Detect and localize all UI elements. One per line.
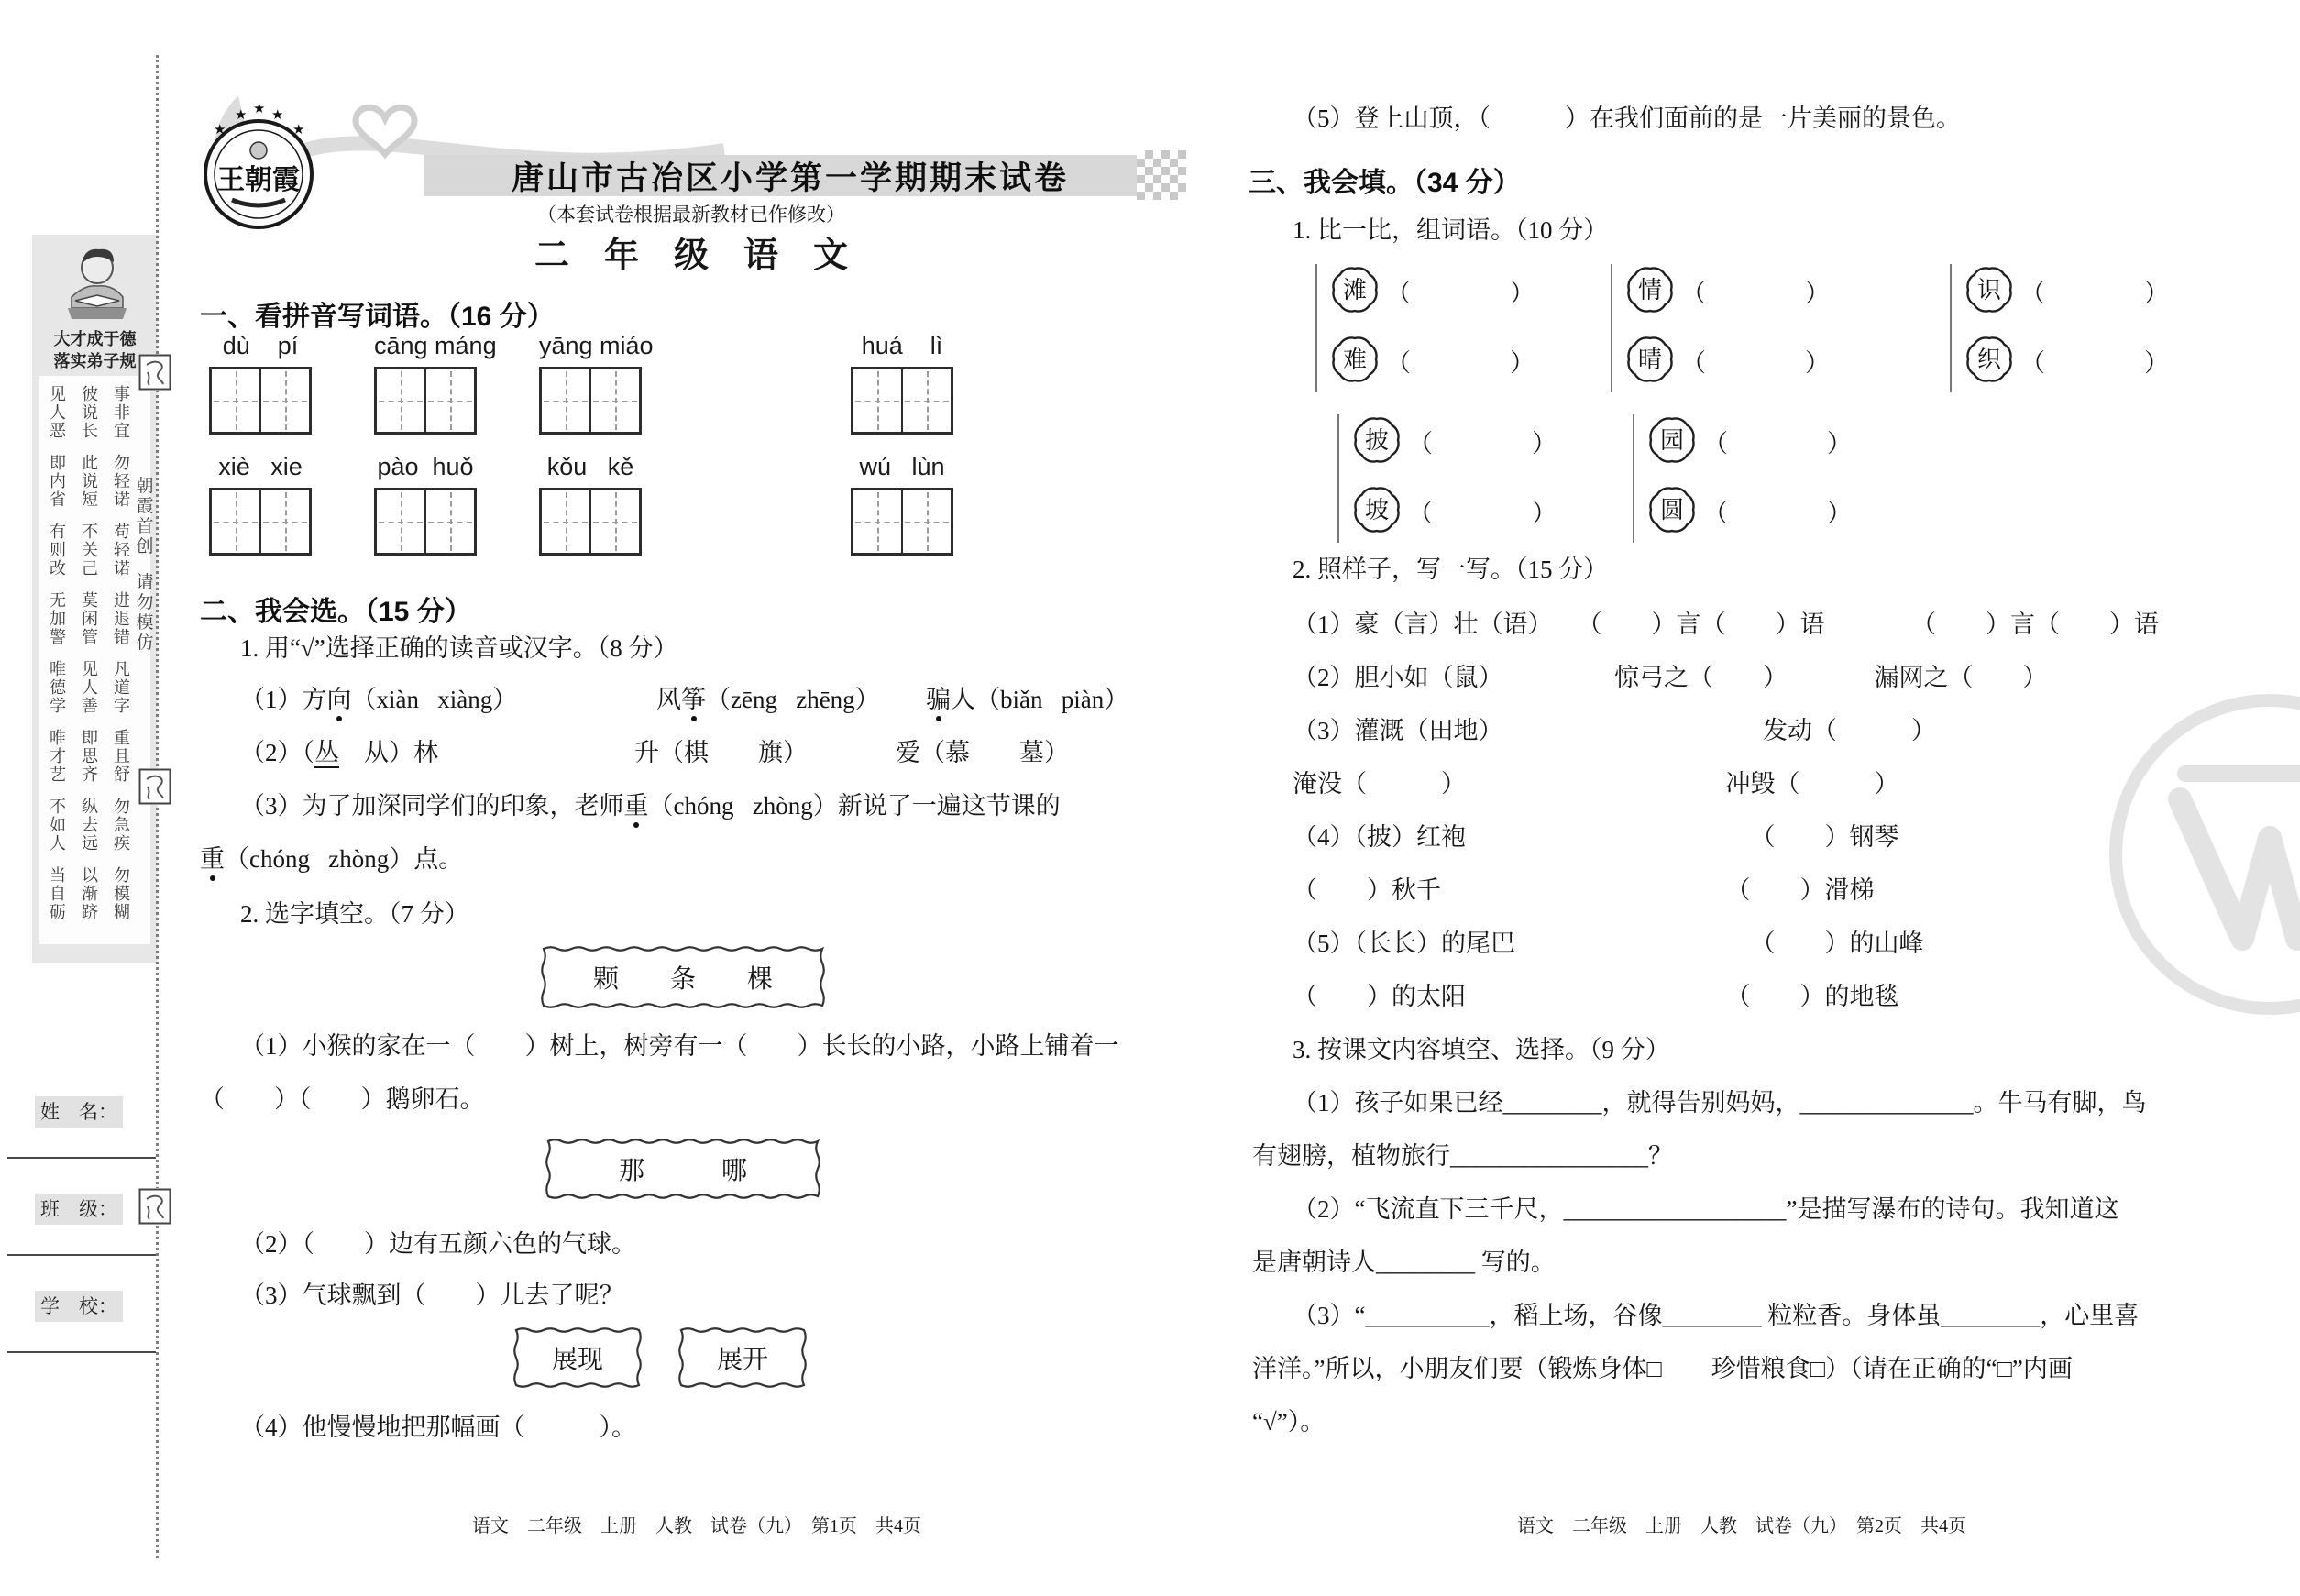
section2-q1-title: 1. 用“√”选择正确的读音或汉字。（8 分）: [240, 634, 678, 662]
question-line: （4）（披）红袍 （ ）钢琴: [1293, 823, 1899, 851]
compare-pair: [1623, 262, 1843, 400]
question-line: （5）登上山顶，（ ）在我们面前的是一片美丽的景色。: [1293, 105, 1961, 132]
question-line: 爱（慕 墓）: [896, 739, 1069, 766]
pinyin-label: wú lùn: [859, 453, 945, 480]
star-icon: ★: [214, 123, 226, 138]
flower-bubble-icon: [1327, 262, 1382, 317]
verse-group: 即思齐: [82, 729, 98, 784]
verse-group: 当自砺: [50, 866, 66, 921]
question-line: 洋洋。”所以，小朋友们要（锻炼身体□ 珍惜粮食□）（请在正确的“□”内画: [1252, 1355, 2073, 1382]
question-line: （ ）秋千 （ ）滑梯: [1293, 876, 1875, 904]
writing-grid-box: [374, 488, 477, 556]
compare-character: 晴: [1637, 347, 1663, 373]
verse-group: 有则改: [50, 523, 66, 578]
answer-blank: （ ）: [1408, 500, 1557, 527]
verse-group: 见人恶: [50, 385, 66, 440]
confidential-watermark-seal: [2077, 662, 2300, 1047]
verse-group: 勿模糊: [114, 866, 130, 921]
compare-character: 圆: [1659, 497, 1685, 523]
question-line: （2）（ ）边有五颜六色的气球。: [240, 1230, 636, 1258]
flower-bubble-icon: [1645, 482, 1700, 537]
pinyin-label: pào huǒ: [377, 453, 474, 480]
checker-decoration-icon: [1137, 150, 1186, 200]
answer-blank: （ ）: [2020, 349, 2169, 377]
compare-character: 园: [1659, 427, 1685, 454]
star-icon: ★: [292, 123, 305, 138]
compare-character: 滩: [1342, 277, 1368, 303]
question-line: （1）方向（xiàn xiàng）: [240, 686, 518, 713]
school-field-label: 学 校：: [35, 1291, 123, 1322]
exam-title: 唐山市古冶区小学第一学期期末试卷: [511, 160, 1069, 196]
question-line: 重（chóng zhòng）点。: [200, 845, 464, 873]
verse-group: 见人善: [82, 660, 98, 715]
writing-grid-box: [539, 488, 642, 556]
verse-group: 重且舒: [114, 729, 130, 784]
word-bank-box: [513, 1327, 642, 1388]
compare-character: 难: [1342, 347, 1368, 373]
word-bank-words: 那 哪: [618, 1157, 747, 1185]
compare-pair: [1962, 262, 2182, 400]
question-line: （2）胆小如（鼠） 惊弓之（ ） 漏网之（ ）: [1293, 664, 2048, 691]
question-line: 有翅膀，植物旅行________________？: [1252, 1142, 1673, 1170]
verse-group: 纵去远: [82, 798, 98, 853]
page1-footer: 语文 二年级 上册 人教 试卷（九） 第1页 共4页: [472, 1516, 921, 1536]
word-bank-box: [541, 946, 825, 1008]
flower-bubble-icon: [1349, 413, 1404, 468]
seal-stamp-icon: [138, 1188, 171, 1225]
word-bank-words: 颗 条 棵: [592, 965, 773, 994]
flower-bubble-icon: [1623, 262, 1678, 317]
answer-blank: （ ）: [1386, 280, 1535, 307]
pair-bracket-line: [1611, 264, 1612, 392]
writing-grid-box: [539, 367, 642, 435]
answer-blank: （ ）: [1681, 280, 1830, 307]
sidebar-slogan-line1: 大才成于德: [53, 330, 137, 348]
compare-pair: [1645, 413, 1865, 550]
question-line: 骗人（biǎn piàn）: [926, 686, 1129, 713]
pinyin-label: xiè xie: [218, 453, 303, 480]
answer-blank: （ ）: [1681, 349, 1830, 377]
verse-group: 不如人: [50, 798, 66, 853]
question-line: （1）孩子如果已经________，就得告别妈妈，______________。牛马有脚，鸟: [1293, 1089, 2147, 1117]
class-field-label: 班 级：: [35, 1194, 123, 1225]
star-icon: ★: [253, 102, 266, 116]
verse-column: [80, 385, 100, 921]
question-line: “√”）。: [1252, 1408, 1326, 1436]
question-line: 风筝（zēng zhēng）: [656, 686, 880, 713]
binding-note-line1: 朝霞首创: [136, 477, 154, 556]
flower-bubble-icon: [1327, 332, 1382, 387]
school-field-line: [7, 1351, 156, 1353]
compare-character: 披: [1364, 427, 1390, 454]
answer-blank: （ ）: [1703, 500, 1852, 527]
question-line: （1）小猴的家在一（ ）树上，树旁有一（ ）长长的小路，小路上铺着一: [240, 1032, 1119, 1060]
grade-subject-title: 二 年 级 语 文: [534, 237, 848, 275]
name-field-label: 姓 名：: [35, 1096, 123, 1128]
flower-bubble-icon: [1623, 332, 1678, 387]
verse-group: 莫闲管: [82, 591, 98, 646]
section3-q2-title: 2. 照样子，写一写。（15 分）: [1293, 556, 1609, 583]
verse-group: 即内省: [50, 454, 66, 509]
pair-bracket-line: [1337, 414, 1339, 543]
word-bank-words: 展开: [716, 1346, 768, 1374]
verse-group: 勿轻诺: [114, 454, 130, 509]
verse-group: 不关己: [82, 523, 98, 578]
page2-footer: 语文 二年级 上册 人教 试卷（九） 第2页 共4页: [1517, 1516, 1966, 1536]
section1-heading: 一、看拼音写词语。（16 分）: [200, 302, 555, 332]
question-line: （ ）的太阳 （ ）的地毯: [1293, 983, 1899, 1010]
binding-divider-line: [156, 55, 159, 1558]
pair-bracket-line: [1633, 414, 1634, 543]
pinyin-label: kǒu kě: [546, 453, 634, 480]
word-bank-box: [545, 1139, 820, 1199]
flower-bubble-icon: [1962, 332, 2017, 387]
question-line: （3）“__________，稻上场，谷像________ 粒粒香。身体虽________，心里喜: [1293, 1302, 2140, 1329]
verse-group: 苟轻诺: [114, 523, 130, 578]
verse-column: [112, 385, 132, 921]
writing-grid-box: [374, 367, 477, 435]
section3-heading: 三、我会填。（34 分）: [1249, 168, 1521, 198]
verse-group: 事非宜: [114, 385, 130, 440]
answer-blank: （ ）: [1386, 349, 1535, 377]
seal-stamp-icon: [138, 354, 171, 391]
section2-heading: 二、我会选。（15 分）: [200, 597, 472, 627]
flower-bubble-icon: [1962, 262, 2017, 317]
question-line: 是唐朝诗人________ 写的。: [1252, 1249, 1556, 1276]
pinyin-label: dù pí: [222, 332, 299, 359]
pinyin-label: huá lì: [861, 332, 943, 359]
writing-grid-box: [209, 488, 312, 556]
exam-subtitle: （本套试卷根据最新教材已作修改）: [537, 204, 845, 226]
verse-group: 勿急疾: [114, 798, 130, 853]
writing-grid-box: [851, 367, 953, 435]
verse-group: 唯德学: [50, 660, 66, 715]
flower-bubble-icon: [1349, 482, 1404, 537]
writing-grid-box: [209, 367, 312, 435]
verse-group: 凡道字: [114, 660, 130, 715]
binding-note-line2: 请勿模仿: [136, 573, 154, 653]
verse-group: 彼说长: [82, 385, 98, 440]
compare-character: 识: [1976, 277, 2002, 303]
verse-group: 以渐跻: [82, 866, 98, 921]
seal-stamp-icon: [138, 768, 171, 805]
pinyin-label: cāng máng: [374, 332, 497, 359]
writing-grid-box: [851, 488, 953, 556]
question-line: 淹没（ ） 冲毁（ ）: [1293, 770, 1899, 798]
answer-blank: （ ）: [2020, 280, 2169, 307]
verse-group: 唯才艺: [50, 729, 66, 784]
name-field-line: [7, 1157, 156, 1159]
sidebar-verse-panel: [39, 376, 150, 944]
class-field-line: [7, 1254, 156, 1256]
compare-character: 织: [1976, 347, 2002, 373]
question-line: （3）气球飘到（ ）儿去了呢？: [240, 1282, 624, 1309]
pinyin-label: yāng miáo: [539, 332, 654, 359]
compare-character: 坡: [1364, 497, 1390, 523]
question-line: （ ）（ ）鹅卵石。: [200, 1085, 485, 1113]
question-line: （2）“飞流直下三千尺，__________________”是描写瀑布的诗句。我知道这: [1293, 1195, 2119, 1223]
section2-q2-title: 2. 选字填空。（7 分）: [240, 900, 469, 928]
verse-group: 此说短: [82, 454, 98, 509]
question-line: （3）为了加深同学们的印象，老师重（chóng zhòng）新说了一遍这节课的: [240, 792, 1061, 820]
verse-group: 无加警: [50, 591, 66, 646]
verse-column: [48, 385, 68, 921]
flower-bubble-icon: [1645, 413, 1700, 468]
answer-blank: （ ）: [1408, 430, 1557, 457]
word-bank-words: 展现: [551, 1346, 603, 1374]
section3-q1-title: 1. 比一比，组词语。（10 分）: [1293, 216, 1609, 244]
question-line: （4）他慢慢地把那幅画（ ）。: [240, 1414, 636, 1441]
exam-title-banner: [424, 155, 1157, 196]
question-line: （5）（长长）的尾巴 （ ）的山峰: [1293, 930, 1924, 957]
boy-reading-illustration: [44, 240, 147, 325]
question-line: （3）灌溉（田地） 发动（ ）: [1293, 717, 1936, 744]
word-bank-box: [678, 1327, 807, 1388]
publisher-logo-badge: [197, 99, 321, 235]
verse-group: 进退错: [114, 591, 130, 646]
logo-text: 王朝霞: [217, 165, 300, 195]
sidebar-slogan-line2: 落实弟子规: [53, 352, 137, 370]
section3-q3-title: 3. 按课文内容填空、选择。（9 分）: [1293, 1036, 1670, 1063]
pair-bracket-line: [1950, 264, 1952, 392]
question-line: （1）豪（言）壮（语） （ ）言（ ）语 （ ）言（ ）语: [1293, 611, 2159, 638]
compare-pair: [1327, 262, 1547, 400]
compare-character: 情: [1637, 277, 1663, 303]
star-icon: ★: [271, 108, 284, 123]
pair-bracket-line: [1315, 264, 1317, 392]
star-icon: ★: [235, 108, 248, 123]
question-line: 升（棋 旗）: [634, 739, 808, 766]
answer-blank: （ ）: [1703, 430, 1852, 457]
compare-pair: [1349, 413, 1569, 550]
question-line: （2）（丛 从）林: [240, 739, 438, 766]
